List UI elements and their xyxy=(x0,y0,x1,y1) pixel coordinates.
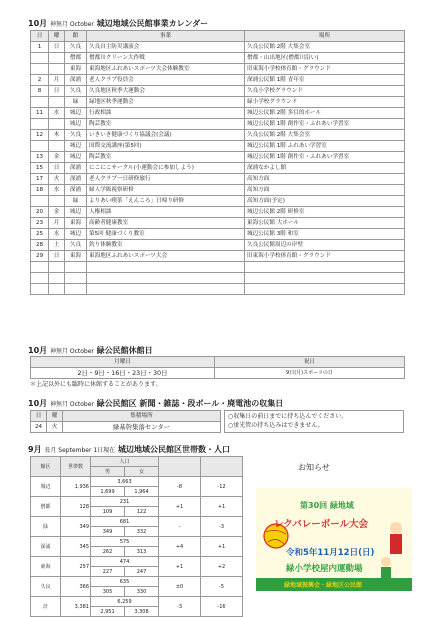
recycle-head-place: 集積場所 xyxy=(63,411,221,422)
cal-hall: 城辺 xyxy=(65,108,87,119)
cal-weekday xyxy=(49,64,65,75)
stats-population-total: 231 xyxy=(91,497,159,507)
stats-diff-households: +1 xyxy=(159,557,201,577)
cal-day: 23 xyxy=(31,218,49,229)
cal-day: 8 xyxy=(31,86,49,97)
cal-weekday xyxy=(49,284,65,295)
stats-households: 3,381 xyxy=(61,597,91,617)
cal-day xyxy=(31,273,49,284)
cal-place: 久良公民館 2階 大集会室 xyxy=(245,130,405,141)
stats-area: 深浦 xyxy=(31,537,61,557)
cal-hall: 緑 xyxy=(65,97,87,108)
cal-day: 25 xyxy=(31,229,49,240)
cal-weekday: 金 xyxy=(49,152,65,163)
poster-line1: 第30回 緑地域 xyxy=(300,501,354,510)
calendar-row xyxy=(31,262,405,273)
calendar-row xyxy=(31,251,405,262)
cal-event: 久良自主防災講演会 xyxy=(87,42,245,53)
cal-place: 城辺公民館 1階 ふれあい学習室 xyxy=(245,141,405,152)
stats-male: 305 xyxy=(91,587,125,597)
stats-title-main: 城辺地域公民館区世帯数・人口 xyxy=(117,445,230,454)
calendar-header-row xyxy=(31,31,405,42)
cal-hall: 久良 xyxy=(65,130,87,141)
stats-area: 僧都 xyxy=(31,497,61,517)
cal-hall: 東海 xyxy=(65,64,87,75)
cal-day: 2 xyxy=(31,75,49,86)
cal-day: 1 xyxy=(31,42,49,53)
poster-venue: 緑小学校屋内運動場 xyxy=(286,564,363,574)
cal-day: 20 xyxy=(31,207,49,218)
cal-hall: 僧都 xyxy=(65,53,87,64)
recycle-title-main: 緑公民館区 新聞・雑誌・段ボール・廃電池の収集日 xyxy=(96,399,284,408)
stats-diff-population: -16 xyxy=(201,597,243,617)
cal-weekday: 月 xyxy=(49,218,65,229)
calendar-title-month: 10月 xyxy=(28,19,48,28)
cal-hall: 久良 xyxy=(65,86,87,97)
stats-female: 3,308 xyxy=(125,607,159,617)
poster-heading: お知らせ xyxy=(298,463,330,472)
cal-event: 緑地区秋季運動会 xyxy=(87,97,245,108)
cal-day: 29 xyxy=(31,251,49,262)
calendar-row xyxy=(31,64,405,75)
cal-event: 婦人学級視察研修 xyxy=(87,185,245,196)
cal-weekday: 金 xyxy=(49,207,65,218)
stats-population-total: 681 xyxy=(91,517,159,527)
cal-place: 城辺公民館 2階 多目的ホール xyxy=(245,108,405,119)
cal-day: 17 xyxy=(31,174,49,185)
cal-place xyxy=(245,284,405,295)
stats-population-total: 6,259 xyxy=(91,597,159,607)
stats-female: 247 xyxy=(125,567,159,577)
cal-day xyxy=(31,97,49,108)
cal-weekday: 日 xyxy=(49,163,65,174)
cal-weekday: 水 xyxy=(49,229,65,240)
cal-weekday: 水 xyxy=(49,108,65,119)
cal-event: にこにこサークル(小運動会に参加しよう) xyxy=(87,163,245,174)
stats-households: 345 xyxy=(61,537,91,557)
calendar-title-sub: 神無月 October xyxy=(49,21,94,28)
cal-hall: 深浦 xyxy=(65,163,87,174)
cal-place: 久良小学校グラウンド xyxy=(245,86,405,97)
closed-holiday-date: 9日(月)スポーツの日 xyxy=(215,368,405,379)
poster-date: 令和5年11月12日(日) xyxy=(286,548,375,558)
calendar-row xyxy=(31,229,405,240)
cal-place: 旧東海小学校体育館・グラウンド xyxy=(245,64,405,75)
cal-day: 13 xyxy=(31,152,49,163)
recycle-notice-box xyxy=(224,410,404,433)
closed-head-monday: 月曜日 xyxy=(31,357,215,368)
stats-population-total: 575 xyxy=(91,537,159,547)
stats-male: 2,951 xyxy=(91,607,125,617)
poster-line2: レクバレーボール大会 xyxy=(274,519,369,530)
cal-event: 釣り体験教室 xyxy=(87,240,245,251)
recycle-place: 緑基幹集落センター xyxy=(63,422,221,433)
calendar-row xyxy=(31,119,405,130)
closed-title xyxy=(28,345,153,356)
cal-hall: 城辺 xyxy=(65,152,87,163)
cal-day: 28 xyxy=(31,240,49,251)
cal-hall: 緑 xyxy=(65,196,87,207)
calendar-row xyxy=(31,152,405,163)
stats-male: 227 xyxy=(91,567,125,577)
calendar-row xyxy=(31,141,405,152)
header-place: 場所 xyxy=(245,31,405,42)
cal-place: 久良公民館周辺の岸壁 xyxy=(245,240,405,251)
cal-event: 老人クラブ役員会 xyxy=(87,75,245,86)
event-poster xyxy=(256,488,412,591)
stats-area: 緑 xyxy=(31,517,61,537)
cal-place: 深浦公民館 1階 青年室 xyxy=(245,75,405,86)
cal-place: 城辺公民館 1階 創作室・ふれあい学習室 xyxy=(245,152,405,163)
stats-male: 109 xyxy=(91,507,125,517)
calendar-row xyxy=(31,75,405,86)
calendar-row xyxy=(31,185,405,196)
stats-male: 262 xyxy=(91,547,125,557)
stats-households: 128 xyxy=(61,497,91,517)
cal-day xyxy=(31,196,49,207)
cal-event: 陶芸教室 xyxy=(87,119,245,130)
recycle-notice-1: ○収集日の前日までに持ち込んでください。 xyxy=(228,413,348,420)
cal-hall: 久良 xyxy=(65,42,87,53)
calendar-row xyxy=(31,86,405,97)
cal-event xyxy=(87,273,245,284)
calendar-row xyxy=(31,163,405,174)
stats-row xyxy=(31,537,243,547)
closed-title-month: 10月 xyxy=(28,346,48,355)
cal-event: 老人クラブ一日研修旅行 xyxy=(87,174,245,185)
recycle-title xyxy=(28,398,283,409)
cal-place: 城辺公民館 2階 研修室 xyxy=(245,207,405,218)
stats-households: 349 xyxy=(61,517,91,537)
stats-row xyxy=(31,517,243,527)
cal-weekday: 日 xyxy=(49,42,65,53)
cal-day: 15 xyxy=(31,163,49,174)
cal-weekday: 木 xyxy=(49,130,65,141)
cal-hall xyxy=(65,284,87,295)
cal-weekday xyxy=(49,262,65,273)
calendar-row xyxy=(31,108,405,119)
stats-row xyxy=(31,477,243,487)
cal-hall: 深浦 xyxy=(65,185,87,196)
stats-diff-population: +1 xyxy=(201,537,243,557)
stats-population-total: 635 xyxy=(91,577,159,587)
stats-head-population: 人口 xyxy=(91,457,159,467)
header-day: 日 xyxy=(31,31,49,42)
cal-day xyxy=(31,64,49,75)
header-hall: 館 xyxy=(65,31,87,42)
cal-weekday xyxy=(49,141,65,152)
stats-female: 1,964 xyxy=(125,487,159,497)
cal-hall: 城辺 xyxy=(65,119,87,130)
cal-hall: 城辺 xyxy=(65,141,87,152)
stats-head-female: 女 xyxy=(125,467,159,477)
cal-place: 高知方面(予定) xyxy=(245,196,405,207)
cal-event: 陶芸教室 xyxy=(87,152,245,163)
cal-event: 人権相談 xyxy=(87,207,245,218)
cal-hall: 城辺 xyxy=(65,229,87,240)
stats-row xyxy=(31,597,243,607)
cal-hall: 東海 xyxy=(65,251,87,262)
cal-day: 18 xyxy=(31,185,49,196)
calendar-row xyxy=(31,196,405,207)
stats-title xyxy=(28,444,230,455)
calendar-row xyxy=(31,97,405,108)
stats-population-total: 474 xyxy=(91,557,159,567)
cal-weekday: 火 xyxy=(49,174,65,185)
stats-population-total: 3,663 xyxy=(91,477,159,487)
poster-footer: 緑地域振興会・緑地区公民館 xyxy=(284,582,363,589)
cal-hall: 東海 xyxy=(65,218,87,229)
cal-place: 東海公民館 大ホール xyxy=(245,218,405,229)
calendar-row xyxy=(31,218,405,229)
stats-head-blank-1 xyxy=(159,457,201,477)
closed-monday-dates: 2日・9日・16日・23日・30日 xyxy=(31,368,215,379)
recycle-table xyxy=(30,410,221,433)
closed-note: ＊上記以外にも臨時に休館することがあります。 xyxy=(30,381,162,388)
stats-male: 1,699 xyxy=(91,487,125,497)
cal-weekday: 水 xyxy=(49,185,65,196)
stats-female: 330 xyxy=(125,587,159,597)
cal-day xyxy=(31,284,49,295)
calendar-row xyxy=(31,42,405,53)
calendar-row xyxy=(31,273,405,284)
cal-event: 久良地区秋季大運動会 xyxy=(87,86,245,97)
recycle-head-weekday: 曜 xyxy=(47,411,63,422)
cal-hall xyxy=(65,273,87,284)
calendar-row xyxy=(31,130,405,141)
stats-area: 東海 xyxy=(31,557,61,577)
calendar-row xyxy=(31,240,405,251)
cal-weekday xyxy=(49,97,65,108)
cal-place: 緑小学校グラウンド xyxy=(245,97,405,108)
calendar-row xyxy=(31,207,405,218)
recycle-title-sub: 神無月 October xyxy=(49,401,94,408)
cal-weekday xyxy=(49,53,65,64)
recycle-notice-2: ○蛍光管の持ち込みはできません。 xyxy=(228,422,324,429)
stats-head-male: 男 xyxy=(91,467,125,477)
recycle-title-month: 10月 xyxy=(28,399,48,408)
stats-male: 349 xyxy=(91,527,125,537)
cal-event: 行政相談 xyxy=(87,108,245,119)
stats-diff-households: -3 xyxy=(159,597,201,617)
cal-event: 第5回 健康づくり教室 xyxy=(87,229,245,240)
cal-place: 僧都・山出地区(僧都川沿い) xyxy=(245,53,405,64)
stats-households: 257 xyxy=(61,557,91,577)
cal-hall: 深浦 xyxy=(65,174,87,185)
stats-area: 計 xyxy=(31,597,61,617)
cal-place: 久良公民館 2階 大集会室 xyxy=(245,42,405,53)
cal-weekday: 日 xyxy=(49,251,65,262)
stats-row xyxy=(31,497,243,507)
stats-diff-households: - xyxy=(159,517,201,537)
cal-day xyxy=(31,141,49,152)
cal-event xyxy=(87,284,245,295)
cal-weekday xyxy=(49,196,65,207)
header-event: 事業 xyxy=(87,31,245,42)
stats-diff-households: +1 xyxy=(159,497,201,517)
calendar-table xyxy=(30,30,405,295)
stats-households: 366 xyxy=(61,577,91,597)
stats-female: 313 xyxy=(125,547,159,557)
stats-area: 城辺 xyxy=(31,477,61,497)
stats-row xyxy=(31,577,243,587)
cal-hall: 深浦 xyxy=(65,75,87,86)
recycle-weekday: 火 xyxy=(47,422,63,433)
stats-diff-population: -3 xyxy=(201,517,243,537)
closed-head-holiday: 祝日 xyxy=(215,357,405,368)
cal-day xyxy=(31,119,49,130)
stats-diff-population: +1 xyxy=(201,497,243,517)
cal-event: よりあい喫茶「えんころ」日帰り研修 xyxy=(87,196,245,207)
cal-weekday xyxy=(49,273,65,284)
stats-diff-population: -5 xyxy=(201,577,243,597)
cal-event xyxy=(87,262,245,273)
cal-hall: 久良 xyxy=(65,240,87,251)
cal-hall xyxy=(65,262,87,273)
cal-place xyxy=(245,273,405,284)
stats-head-area: 館区 xyxy=(31,457,61,477)
recycle-head-day: 日 xyxy=(31,411,47,422)
stats-diff-households: +4 xyxy=(159,537,201,557)
stats-female: 122 xyxy=(125,507,159,517)
header-weekday: 曜 xyxy=(49,31,65,42)
calendar-row xyxy=(31,284,405,295)
cal-weekday: 日 xyxy=(49,86,65,97)
stats-diff-households: -8 xyxy=(159,477,201,497)
cal-event: 東海地区ふれあいスポーツ大会 xyxy=(87,251,245,262)
cal-place: 旧東海小学校体育館・グラウンド xyxy=(245,251,405,262)
stats-title-month: 9月 xyxy=(28,445,42,454)
cal-place xyxy=(245,262,405,273)
cal-event: 僧都川クリーン大作戦 xyxy=(87,53,245,64)
stats-head-blank-2 xyxy=(201,457,243,477)
cal-day xyxy=(31,262,49,273)
cal-hall: 城辺 xyxy=(65,207,87,218)
stats-diff-households: ±0 xyxy=(159,577,201,597)
calendar-title xyxy=(28,18,208,29)
recycle-day: 24 xyxy=(31,422,47,433)
cal-day: 11 xyxy=(31,108,49,119)
calendar-row xyxy=(31,174,405,185)
cal-weekday: 月 xyxy=(49,75,65,86)
cal-place: 城辺公民館 1階 創作室・ふれあい学習室 xyxy=(245,119,405,130)
closed-title-sub: 神無月 October xyxy=(49,348,94,355)
stats-title-sub: 長月 September 1日現在 xyxy=(44,447,116,454)
stats-female: 332 xyxy=(125,527,159,537)
closed-title-main: 緑公民館休館日 xyxy=(96,346,153,355)
cal-weekday xyxy=(49,119,65,130)
stats-table xyxy=(30,456,243,617)
closed-table xyxy=(30,356,405,379)
cal-event: いきいき健康づくり協議会(会議) xyxy=(87,130,245,141)
cal-event: 国際交流講座(第5回) xyxy=(87,141,245,152)
cal-weekday: 土 xyxy=(49,240,65,251)
cal-event: 東海地区ふれあいスポーツ大会体験教室 xyxy=(87,64,245,75)
cal-place: 高知方面 xyxy=(245,174,405,185)
stats-row xyxy=(31,557,243,567)
stats-diff-population: -12 xyxy=(201,477,243,497)
cal-place: 城辺公民館 3階 和室 xyxy=(245,229,405,240)
cal-day: 12 xyxy=(31,130,49,141)
stats-head-households: 世帯数 xyxy=(61,457,91,477)
cal-day xyxy=(31,53,49,64)
stats-households: 1,936 xyxy=(61,477,91,497)
cal-place: 深浦なかよし館 xyxy=(245,163,405,174)
cal-event: 高齢者健康教室 xyxy=(87,218,245,229)
stats-diff-population: +2 xyxy=(201,557,243,577)
calendar-row xyxy=(31,53,405,64)
stats-area: 久良 xyxy=(31,577,61,597)
calendar-title-main: 城辺地域公民館事業カレンダー xyxy=(96,19,209,28)
cal-place: 高知方面 xyxy=(245,185,405,196)
player-icon xyxy=(390,522,402,534)
